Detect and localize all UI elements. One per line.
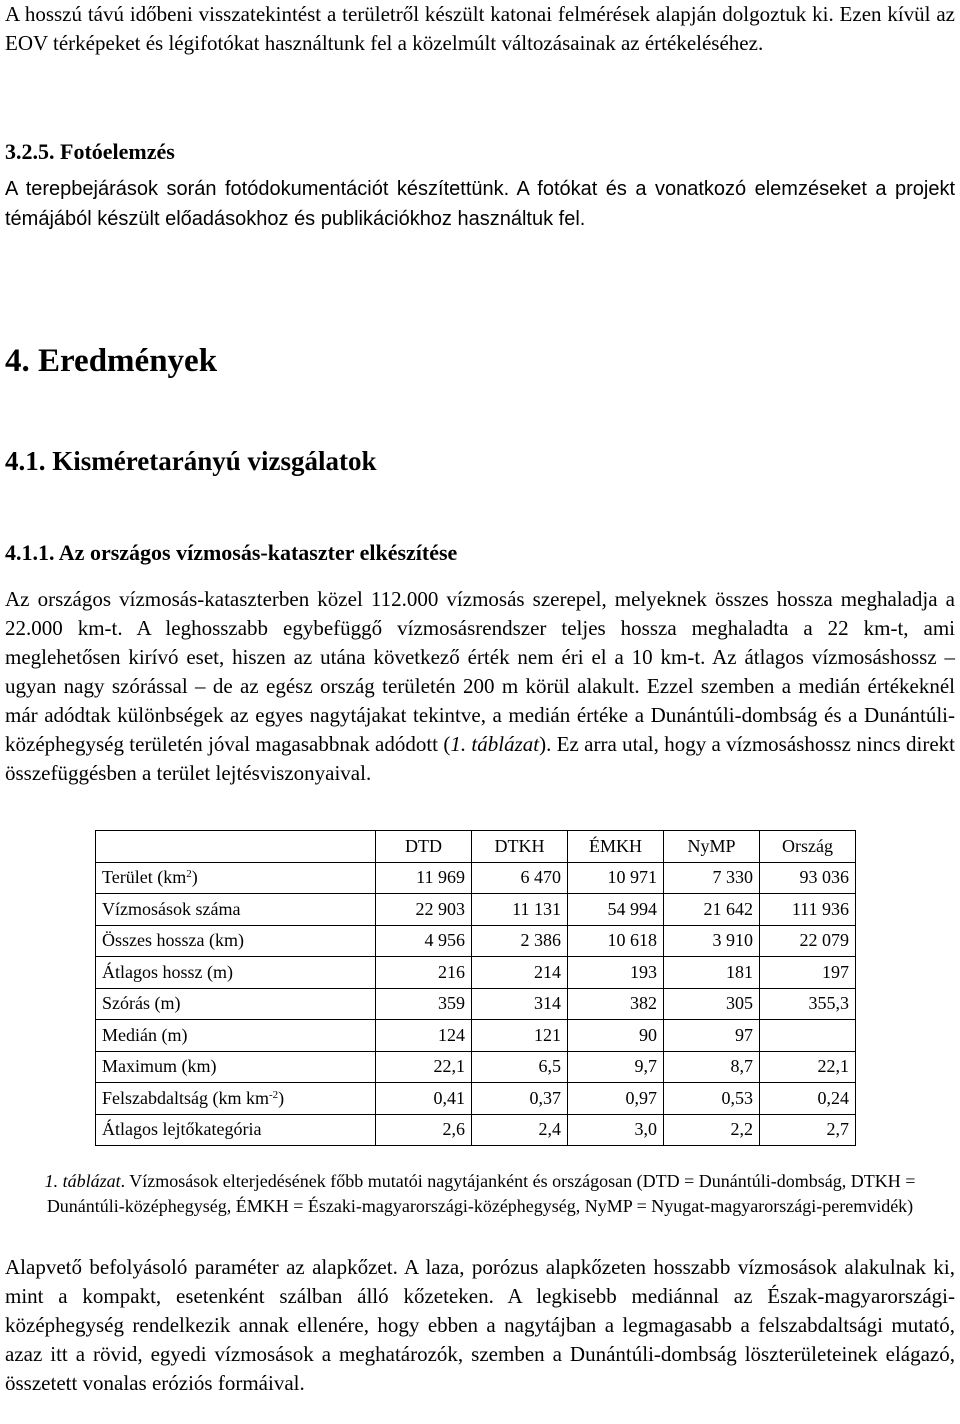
table-cell: 22 079 (760, 925, 856, 957)
table-cell: 355,3 (760, 988, 856, 1020)
table-cell: 0,37 (472, 1083, 568, 1115)
gully-statistics-table (95, 830, 856, 1146)
table-cell: 2,7 (760, 1114, 856, 1146)
photo-analysis-paragraph: A terepbejárások során fotódokumentációt készítettünk. A fotókat és a vonatkozó elemzéseket a projekt témájából készült előadásokhoz és publikációkhoz használtuk fel. (5, 178, 955, 230)
row-label (96, 925, 376, 957)
table-row (96, 1051, 856, 1083)
table-cell: 3 910 (664, 925, 760, 957)
table-cell: 4 956 (376, 925, 472, 957)
row-label-text: Szórás (m) (102, 993, 181, 1014)
table-reference: 1. táblázat (450, 732, 540, 756)
table-cell: 9,7 (568, 1051, 664, 1083)
table-row (96, 957, 856, 989)
table-cell: 382 (568, 988, 664, 1020)
table-cell: 90 (568, 1020, 664, 1052)
table-cell: 197 (760, 957, 856, 989)
row-label (96, 957, 376, 989)
table-row (96, 988, 856, 1020)
row-label-suffix: ) (278, 1087, 285, 1108)
column-header: Ország (760, 831, 856, 863)
table-cell: 2,6 (376, 1114, 472, 1146)
table-corner-cell (96, 831, 376, 863)
column-header: NyMP (664, 831, 760, 863)
row-label (96, 1083, 376, 1115)
table-caption (5, 1169, 955, 1219)
table-cell (760, 1020, 856, 1052)
row-label-text: Átlagos lejtőkategória (102, 1119, 262, 1140)
row-label-text: Felszabdaltság (km km (102, 1087, 269, 1108)
table-cell: 11 131 (472, 894, 568, 926)
row-label (96, 1051, 376, 1083)
table-cell: 2,4 (472, 1114, 568, 1146)
table-cell: 214 (472, 957, 568, 989)
heading-4-1: 4.1. Kisméretarányú vizsgálatok (5, 446, 377, 476)
unit-exponent: -2 (268, 1088, 279, 1101)
table-cell: 21 642 (664, 894, 760, 926)
table-cell: 3,0 (568, 1114, 664, 1146)
table-cell: 54 994 (568, 894, 664, 926)
table-cell: 0,24 (760, 1083, 856, 1115)
column-header: DTKH (472, 831, 568, 863)
heading-4-results: 4. Eredmények (5, 343, 218, 379)
table-row (96, 1083, 856, 1115)
table-cell: 10 618 (568, 925, 664, 957)
table-row (96, 1020, 856, 1052)
table-cell: 193 (568, 957, 664, 989)
table-cell: 10 971 (568, 862, 664, 894)
final-paragraph: Alapvető befolyásoló paraméter az alapkőzet. A laza, porózus alapkőzeten hosszabb vízmosások alakulnak ki, mint a kompakt, esetenként szálban álló kőzeteken. A legkisebb mediánnal az Észak-magyarországi-középhegység rendelkezik annak ellenére, hogy ebben a nagytájban a legmagasabb a felszabdaltsági mutató, azaz itt a rövid, egyedi vízmosások a meghatározók, szemben a Dunántúli-dombság löszterületeinek elágazó, összetett vonalas eróziós formáival. (5, 1255, 955, 1395)
row-label-text: Medián (m) (102, 1024, 188, 1045)
table-cell: 22,1 (376, 1051, 472, 1083)
heading-4-1-1: 4.1.1. Az országos vízmosás-kataszter elkészítése (5, 540, 458, 565)
table-cell: 305 (664, 988, 760, 1020)
intro-paragraph: A hosszú távú időbeni visszatekintést a területről készült katonai felmérések alapján dolgoztuk ki. Ezen kívül az EOV térképeket és légifotókat használtunk fel a közelmúlt változásainak az értékeléséhez. (5, 2, 955, 55)
table-cell: 2,2 (664, 1114, 760, 1146)
row-label (96, 1114, 376, 1146)
row-label-text: Átlagos hossz (m) (102, 961, 233, 982)
table-cell: 6 470 (472, 862, 568, 894)
table-cell: 22 903 (376, 894, 472, 926)
table-row (96, 925, 856, 957)
caption-text: . Vízmosások elterjedésének főbb mutatói nagytájanként és országosan (DTD = Dunántúli-dombság, DTKH = Dunántúli-középhegység, ÉMKH = Északi-magyarországi-középhegység, NyMP = Nyugat-magyarországi-peremvidék) (46, 1171, 916, 1216)
cadastre-text-part2: ). Ez arra utal, hogy a vízmosáshossz nincs direkt összefüggésben a terület lejtésviszonyaival. (5, 732, 955, 785)
column-header: ÉMKH (568, 831, 664, 863)
row-label (96, 894, 376, 926)
table-row (96, 862, 856, 894)
table-cell: 97 (664, 1020, 760, 1052)
table-cell: 121 (472, 1020, 568, 1052)
row-label (96, 988, 376, 1020)
heading-3-2-5: 3.2.5. Fotóelemzés (5, 139, 175, 164)
row-label-suffix: ) (191, 867, 198, 888)
caption-number: 1. táblázat (44, 1171, 121, 1191)
table-row (96, 1114, 856, 1146)
table-cell: 8,7 (664, 1051, 760, 1083)
table-cell: 0,41 (376, 1083, 472, 1115)
table-row (96, 894, 856, 926)
table-cell: 216 (376, 957, 472, 989)
table-cell: 11 969 (376, 862, 472, 894)
table-cell: 0,53 (664, 1083, 760, 1115)
row-label-text: Maximum (km) (102, 1056, 217, 1077)
table-cell: 181 (664, 957, 760, 989)
row-label (96, 1020, 376, 1052)
unit-exponent: 2 (186, 868, 192, 881)
row-label (96, 862, 376, 894)
cadastre-paragraph (5, 585, 955, 788)
row-label-text: Terület (km (102, 867, 187, 888)
table-body (96, 862, 856, 1146)
row-label-text: Összes hossza (km) (102, 930, 244, 951)
table-cell: 111 936 (760, 894, 856, 926)
column-header: DTD (376, 831, 472, 863)
table-cell: 314 (472, 988, 568, 1020)
table-cell: 2 386 (472, 925, 568, 957)
table-cell: 7 330 (664, 862, 760, 894)
table-cell: 359 (376, 988, 472, 1020)
table-cell: 6,5 (472, 1051, 568, 1083)
table-header-row (96, 831, 856, 863)
row-label-text: Vízmosások száma (102, 898, 241, 919)
table-cell: 124 (376, 1020, 472, 1052)
table-cell: 22,1 (760, 1051, 856, 1083)
table-cell: 93 036 (760, 862, 856, 894)
table-cell: 0,97 (568, 1083, 664, 1115)
cadastre-text-part1: Az országos vízmosás-kataszterben közel 112.000 vízmosás szerepel, melyeknek összes hossza meghaladja a 22.000 km-t. A leghosszabb egybefüggő vízmosásrendszer teljes hossza meghaladta a 22 km-t, ami meglehetősen kirívó eset, hiszen az utána következő érték nem éri el a 10 km-t. Az átlagos vízmosáshossz – ugyan nagy szórással – de az egész ország területén 200 m körül alakult. Ezzel szemben a medián értékeknél már adódtak különbségek az egyes nagytájakat tekintve, a medián értéke a Dunántúli-dombság és a Dunántúli-középhegység területén jóval magasabbnak adódott ( (5, 587, 955, 756)
